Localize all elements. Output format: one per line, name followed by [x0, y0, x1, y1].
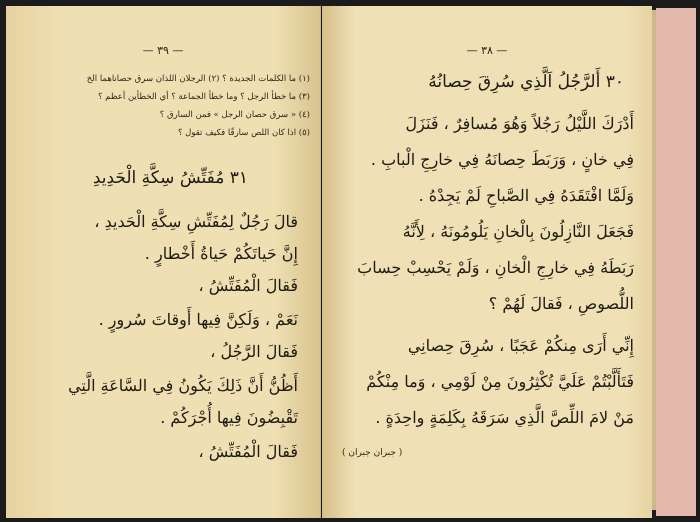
text-line: اللُّصوصِ ، فَقالَ لَهُمْ ؟: [488, 294, 634, 313]
text-line: قالَ رَجُلٌ لِمُفَتِّشِ سِكَّةِ الْحَديدِ ،: [94, 212, 298, 231]
text-line: وَلَمَّا افْتَقَدَهُ فِي الصَّباحِ لَمْ يَجِدْهُ .: [418, 186, 634, 205]
question-line: (٤) « سرق حصان الرجل » فمن السارق ؟: [159, 110, 310, 120]
text-line: رَبَطَهُ فِي خارِجِ الْخانِ ، وَلَمْ يَحْسِبْ حِسابَ: [357, 258, 634, 277]
back-cover: [656, 8, 696, 516]
right-page: [322, 6, 652, 518]
text-line: فَتَأَلَّبْتُمْ عَلَيَّ تُكْثِرُونَ مِنْ لَوْمِي ، وَما مِنْكُمْ: [366, 372, 634, 391]
text-line: إِنَّ حَياتَكُمْ حَياةُ أَخْطارٍ .: [144, 244, 298, 263]
story-title-31: ٣١ مُفَتِّشُ سِكَّةِ الْحَدِيدِ: [92, 168, 248, 188]
question-line: (١) ما الكلمات الجديدة ؟ (٢) الرجلان اللذان سرق حصاناهما الخ: [86, 74, 310, 84]
question-line: (٣) ما خطأ الرجل ؟ وما خطأ الجماعة ؟ أي الخطأين أعظم ؟: [97, 92, 310, 102]
text-line: إِنِّي أَرَى مِنكُمْ عَجَبًا ، سُرِقَ حِصانِي: [407, 336, 634, 355]
question-line: (٥) اذا كان اللص سارقًا فكيف تقول ؟: [177, 128, 310, 138]
page-number-38: — ٣٨ —: [466, 44, 508, 57]
text-line: تَقْبِضُونَ فِيها أُجْرَكُمْ .: [160, 408, 298, 427]
text-line: فَقالَ الْمُفَتِّشُ ،: [198, 276, 298, 295]
text-line: نَعَمْ ، وَلَكِنَّ فِيها أَوقاتَ سُرورٍ .: [98, 310, 298, 329]
text-line: فَقالَ الرَّجُلُ ،: [210, 342, 298, 361]
author-credit: ( جبران جبران ): [342, 448, 403, 458]
text-line: فَجَعَلَ النَّازِلُونَ بِالْخانِ يَلُومُونَهُ ، لِأَنَّهُ: [402, 222, 634, 241]
story-title-30: ٣٠ أَلرَّجُلُ اَلَّذِي سُرِقَ حِصانُهُ: [428, 72, 624, 92]
page-number-39: — ٣٩ —: [142, 44, 184, 57]
text-line: فَقالَ الْمُفَتِّشُ ،: [198, 442, 298, 461]
text-line: فِي خانٍ ، وَرَبَطَ حِصانَهُ فِي خارِجِ الْبابِ .: [370, 150, 634, 169]
text-line: أَدْرَكَ اللَّيْلُ رَجُلاً وَهُوَ مُسافِرٌ ، فَنَزَلَ: [405, 114, 634, 133]
left-page: [6, 6, 321, 518]
book-spread: [6, 6, 696, 518]
text-line: أَظُنُّ أَنَّ ذَلِكَ يَكُونُ فِي السَّاعَةِ الَّتِي: [68, 376, 298, 395]
text-line: مَنْ لامَ اللِّصَّ الَّذِي سَرَقَهُ بِكَلِمَةٍ واحِدَةٍ .: [375, 408, 634, 427]
